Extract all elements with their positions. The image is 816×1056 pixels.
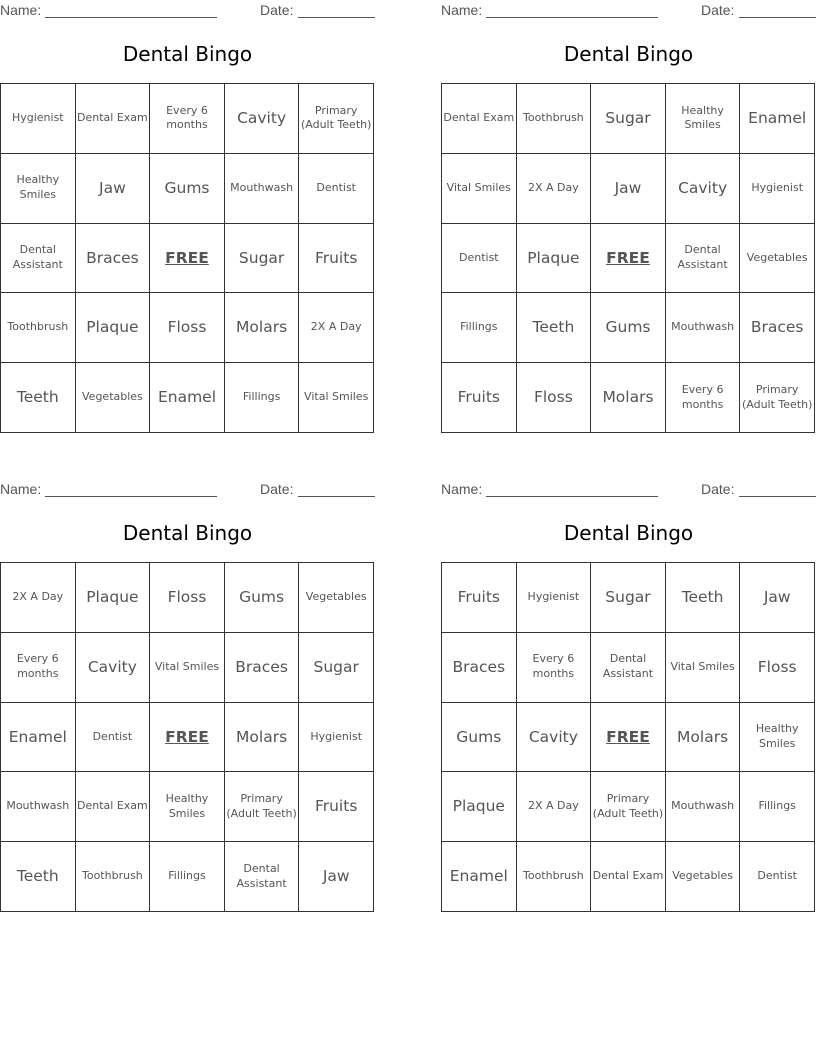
bingo-cell[interactable]: Teeth xyxy=(666,563,741,633)
bingo-cell[interactable]: Vital Smiles xyxy=(442,154,517,224)
bingo-cell[interactable]: 2X A Day xyxy=(517,154,592,224)
bingo-cell[interactable]: Dentist xyxy=(76,703,151,773)
bingo-cell[interactable]: Toothbrush xyxy=(517,842,592,912)
date-label: Date: xyxy=(260,2,294,18)
bingo-cell[interactable]: Vital Smiles xyxy=(150,633,225,703)
bingo-cell[interactable]: Gums xyxy=(442,703,517,773)
bingo-cell[interactable]: Mouthwash xyxy=(1,772,76,842)
bingo-cell[interactable]: 2X A Day xyxy=(517,772,592,842)
bingo-cell[interactable]: 2X A Day xyxy=(1,563,76,633)
date-label: Date: xyxy=(701,2,735,18)
name-label: Name: xyxy=(0,2,42,18)
bingo-cell[interactable]: Vegetables xyxy=(76,363,151,433)
bingo-cell[interactable]: Primary (Adult Teeth) xyxy=(740,363,815,433)
bingo-cell[interactable]: Mouthwash xyxy=(666,772,741,842)
bingo-cell[interactable]: Fillings xyxy=(150,842,225,912)
bingo-cell[interactable]: Molars xyxy=(666,703,741,773)
bingo-cell[interactable]: Dentist xyxy=(299,154,374,224)
name-label: Name: xyxy=(0,481,42,497)
bingo-cell[interactable]: Dentist xyxy=(740,842,815,912)
bingo-cell[interactable]: Mouthwash xyxy=(225,154,300,224)
bingo-card-3 xyxy=(0,479,375,919)
date-blank-line[interactable] xyxy=(298,17,375,18)
bingo-cell[interactable]: Dental Exam xyxy=(76,772,151,842)
free-space[interactable]: FREE xyxy=(591,703,666,773)
bingo-cell[interactable]: Floss xyxy=(740,633,815,703)
bingo-cell[interactable]: Enamel xyxy=(1,703,76,773)
bingo-cell[interactable]: Braces xyxy=(442,633,517,703)
bingo-grid xyxy=(0,83,374,433)
bingo-cell[interactable]: Floss xyxy=(150,293,225,363)
date-blank-line[interactable] xyxy=(739,17,816,18)
bingo-cell[interactable]: Molars xyxy=(225,293,300,363)
name-date-row xyxy=(441,481,816,499)
bingo-cell[interactable]: Braces xyxy=(740,293,815,363)
bingo-cell[interactable]: Jaw xyxy=(299,842,374,912)
bingo-cell[interactable]: Toothbrush xyxy=(517,84,592,154)
bingo-cell[interactable]: Enamel xyxy=(150,363,225,433)
name-date-row xyxy=(441,2,816,20)
bingo-card-1 xyxy=(0,0,375,440)
bingo-cell[interactable]: Teeth xyxy=(517,293,592,363)
bingo-cell[interactable]: Jaw xyxy=(740,563,815,633)
bingo-cell[interactable]: Vegetables xyxy=(299,563,374,633)
bingo-cell[interactable]: Dental Assistant xyxy=(591,633,666,703)
bingo-cell[interactable]: Hygienist xyxy=(299,703,374,773)
bingo-cell[interactable]: Hygienist xyxy=(1,84,76,154)
card-title: Dental Bingo xyxy=(122,521,253,545)
bingo-cell[interactable]: Cavity xyxy=(666,154,741,224)
bingo-cell[interactable]: Hygienist xyxy=(740,154,815,224)
bingo-cell[interactable]: Fruits xyxy=(299,224,374,294)
bingo-cell[interactable]: Every 6 months xyxy=(666,363,741,433)
bingo-grid xyxy=(0,562,374,912)
bingo-cell[interactable]: Vegetables xyxy=(740,224,815,294)
bingo-cell[interactable]: Primary (Adult Teeth) xyxy=(591,772,666,842)
free-space[interactable]: FREE xyxy=(150,224,225,294)
bingo-grid xyxy=(441,83,815,433)
card-title: Dental Bingo xyxy=(122,42,253,66)
bingo-cell[interactable]: Primary (Adult Teeth) xyxy=(299,84,374,154)
date-label: Date: xyxy=(701,481,735,497)
bingo-cell[interactable]: Fillings xyxy=(442,293,517,363)
bingo-cell[interactable]: Healthy Smiles xyxy=(740,703,815,773)
bingo-cell[interactable]: Dental Exam xyxy=(76,84,151,154)
bingo-cell[interactable]: Sugar xyxy=(591,84,666,154)
bingo-cell[interactable]: Mouthwash xyxy=(666,293,741,363)
card-title: Dental Bingo xyxy=(563,521,694,545)
date-label: Date: xyxy=(260,481,294,497)
bingo-cell[interactable]: Primary (Adult Teeth) xyxy=(225,772,300,842)
bingo-cell[interactable]: Plaque xyxy=(517,224,592,294)
bingo-cell[interactable]: Dental Assistant xyxy=(666,224,741,294)
bingo-cell[interactable]: Every 6 months xyxy=(150,84,225,154)
name-blank-line[interactable] xyxy=(45,17,217,18)
bingo-cell[interactable]: Every 6 months xyxy=(517,633,592,703)
bingo-cell[interactable]: Enamel xyxy=(740,84,815,154)
bingo-cell[interactable]: Floss xyxy=(150,563,225,633)
bingo-cell[interactable]: Molars xyxy=(591,363,666,433)
bingo-cell[interactable]: Fillings xyxy=(225,363,300,433)
bingo-cell[interactable]: Sugar xyxy=(299,633,374,703)
bingo-cell[interactable]: Jaw xyxy=(76,154,151,224)
bingo-cell[interactable]: Healthy Smiles xyxy=(1,154,76,224)
bingo-cell[interactable]: Teeth xyxy=(1,842,76,912)
bingo-cell[interactable]: Molars xyxy=(225,703,300,773)
card-title: Dental Bingo xyxy=(563,42,694,66)
bingo-cell[interactable]: Healthy Smiles xyxy=(150,772,225,842)
free-space[interactable]: FREE xyxy=(150,703,225,773)
bingo-cell[interactable]: Gums xyxy=(225,563,300,633)
bingo-cell[interactable]: Every 6 months xyxy=(1,633,76,703)
bingo-card-2 xyxy=(441,0,816,440)
bingo-cell[interactable]: Gums xyxy=(150,154,225,224)
bingo-cell[interactable]: Cavity xyxy=(76,633,151,703)
bingo-cell[interactable]: Healthy Smiles xyxy=(666,84,741,154)
bingo-cell[interactable]: Vital Smiles xyxy=(666,633,741,703)
bingo-cell[interactable]: Hygienist xyxy=(517,563,592,633)
bingo-cell[interactable]: Plaque xyxy=(442,772,517,842)
bingo-cell[interactable]: Enamel xyxy=(442,842,517,912)
name-date-row xyxy=(0,2,375,20)
name-label: Name: xyxy=(441,2,483,18)
bingo-cell[interactable]: Cavity xyxy=(517,703,592,773)
bingo-card-4 xyxy=(441,479,816,919)
bingo-cell[interactable]: Vegetables xyxy=(666,842,741,912)
bingo-cell[interactable]: Jaw xyxy=(591,154,666,224)
bingo-cell[interactable]: Vital Smiles xyxy=(299,363,374,433)
bingo-cell[interactable]: Toothbrush xyxy=(76,842,151,912)
bingo-cell[interactable]: Gums xyxy=(591,293,666,363)
bingo-cell[interactable]: Dental Assistant xyxy=(1,224,76,294)
bingo-cell[interactable]: Sugar xyxy=(225,224,300,294)
name-blank-line[interactable] xyxy=(486,496,658,497)
bingo-cell[interactable]: Dental Exam xyxy=(442,84,517,154)
free-space[interactable]: FREE xyxy=(591,224,666,294)
date-blank-line[interactable] xyxy=(739,496,816,497)
name-label: Name: xyxy=(441,481,483,497)
bingo-cell[interactable]: Braces xyxy=(225,633,300,703)
bingo-cell[interactable]: Dental Assistant xyxy=(225,842,300,912)
date-blank-line[interactable] xyxy=(298,496,375,497)
bingo-cell[interactable]: Fillings xyxy=(740,772,815,842)
bingo-cell[interactable]: Fruits xyxy=(442,363,517,433)
bingo-cell[interactable]: Floss xyxy=(517,363,592,433)
bingo-cell[interactable]: Cavity xyxy=(225,84,300,154)
bingo-cell[interactable]: Teeth xyxy=(1,363,76,433)
bingo-cell[interactable]: 2X A Day xyxy=(299,293,374,363)
bingo-cell[interactable]: Plaque xyxy=(76,293,151,363)
bingo-cell[interactable]: Sugar xyxy=(591,563,666,633)
bingo-cell[interactable]: Dental Exam xyxy=(591,842,666,912)
bingo-cell[interactable]: Plaque xyxy=(76,563,151,633)
bingo-cell[interactable]: Toothbrush xyxy=(1,293,76,363)
bingo-cell[interactable]: Fruits xyxy=(442,563,517,633)
bingo-cell[interactable]: Dentist xyxy=(442,224,517,294)
name-date-row xyxy=(0,481,375,499)
bingo-cell[interactable]: Fruits xyxy=(299,772,374,842)
name-blank-line[interactable] xyxy=(45,496,217,497)
name-blank-line[interactable] xyxy=(486,17,658,18)
bingo-cell[interactable]: Braces xyxy=(76,224,151,294)
bingo-grid xyxy=(441,562,815,912)
